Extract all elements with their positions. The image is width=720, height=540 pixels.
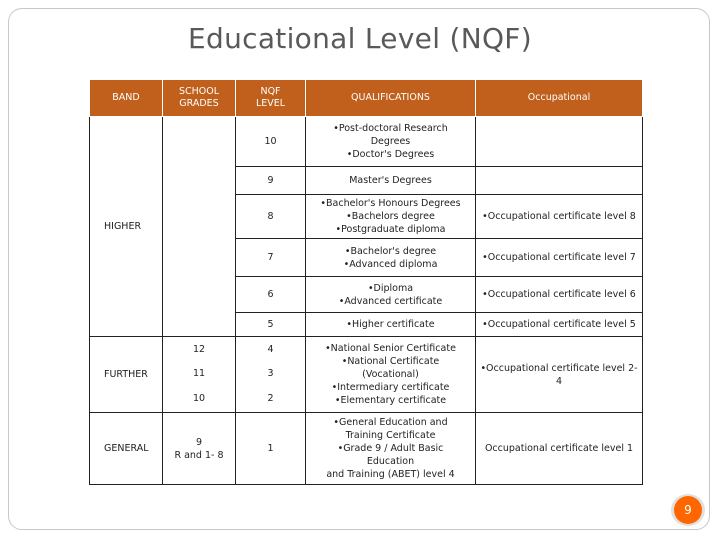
- nqf-level-cell: 7: [236, 239, 306, 277]
- qualification-cell: [306, 277, 476, 313]
- occupational-cell: [476, 117, 643, 167]
- page-number: 9: [674, 496, 702, 524]
- qualification-cell: [306, 413, 476, 485]
- qualification-cell: [306, 167, 476, 195]
- qualification-line: •Bachelor's Honours Degrees: [320, 198, 461, 209]
- table-row: [90, 337, 643, 362]
- qualification-line: •Bachelors degree: [346, 211, 435, 222]
- header-nqf-line2: LEVEL: [255, 98, 286, 109]
- table-row: [90, 117, 643, 167]
- qualification-cell: [306, 337, 476, 413]
- header-school-grades: [163, 80, 236, 117]
- header-band: BAND: [90, 80, 163, 117]
- qualification-line: •Advanced certificate: [338, 295, 443, 307]
- page-title: Educational Level (NQF): [188, 22, 532, 55]
- qualification-line: •Elementary certificate: [334, 395, 447, 406]
- occupational-cell: •Occupational certificate level 5: [476, 313, 643, 337]
- nqf-level-cell: 8: [236, 195, 306, 239]
- table-header-row: [90, 80, 643, 117]
- nqf-table: [89, 80, 643, 485]
- qualification-cell: [306, 239, 476, 277]
- qualification-line: Education: [366, 456, 415, 467]
- school-grade-cell: 12: [163, 337, 236, 362]
- header-qualifications: QUALIFICATIONS: [306, 80, 476, 117]
- nqf-level-cell: 4: [236, 337, 306, 362]
- school-grade-cell: 11: [163, 362, 236, 386]
- header-school-grades-line1: SCHOOL: [178, 86, 220, 97]
- qualification-line: •Postgraduate diploma: [335, 224, 446, 235]
- nqf-level-cell: 1: [236, 413, 306, 485]
- table-row: [90, 413, 643, 485]
- qualification-cell: [306, 117, 476, 167]
- qualification-line: •Doctor's Degrees: [346, 149, 435, 160]
- qualification-cell: [306, 313, 476, 337]
- qualification-line: •Bachelor's degree: [344, 245, 437, 257]
- header-school-grades-line2: GRADES: [179, 98, 219, 109]
- occupational-cell: •Occupational certificate level 7: [476, 239, 643, 277]
- page-number-badge: [671, 494, 705, 526]
- band-general: GENERAL: [90, 413, 163, 485]
- qualification-line: •Diploma: [367, 282, 414, 294]
- occupational-cell: [476, 167, 643, 195]
- nqf-level-cell: 6: [236, 277, 306, 313]
- qualification-line: •Intermediary certificate: [331, 382, 450, 393]
- nqf-level-cell: 9: [236, 167, 306, 195]
- nqf-level-cell: 3: [236, 362, 306, 386]
- occupational-cell: Occupational certificate level 1: [476, 413, 643, 485]
- occupational-cell: •Occupational certificate level 2-4: [476, 337, 643, 413]
- header-occupational: Occupational: [476, 80, 643, 117]
- qualification-line: Training Certificate: [345, 430, 436, 441]
- qualification-line: •General Education and: [333, 417, 448, 428]
- qualification-line: •National Certificate: [341, 356, 440, 367]
- school-grade-line: R and 1- 8: [174, 449, 224, 461]
- school-grade-cell: 10: [163, 386, 236, 413]
- school-grade-line: 9: [195, 436, 203, 448]
- qualification-line: Master's Degrees: [349, 175, 432, 186]
- occupational-cell: •Occupational certificate level 6: [476, 277, 643, 313]
- qualification-line: and Training (ABET) level 4: [326, 469, 455, 480]
- grades-empty-higher: [163, 117, 236, 337]
- band-further: FURTHER: [90, 337, 163, 413]
- nqf-level-cell: 5: [236, 313, 306, 337]
- qualification-line: •Advanced diploma: [343, 258, 438, 270]
- qualification-line: •Grade 9 / Adult Basic: [337, 443, 444, 454]
- qualification-line: •Higher certificate: [346, 319, 435, 330]
- qualification-line: •Post-doctoral Research: [333, 123, 448, 134]
- qualification-cell: [306, 195, 476, 239]
- band-higher: HIGHER: [90, 117, 163, 337]
- nqf-level-cell: 10: [236, 117, 306, 167]
- nqf-level-cell: 2: [236, 386, 306, 413]
- header-nqf-level: [236, 80, 306, 117]
- qualification-line: Degrees: [370, 136, 411, 147]
- qualification-line: (Vocational): [362, 369, 419, 380]
- school-grade-cell: [163, 413, 236, 485]
- header-nqf-line1: NQF: [260, 86, 281, 97]
- qualification-line: •National Senior Certificate: [325, 343, 456, 354]
- occupational-cell: •Occupational certificate level 8: [476, 195, 643, 239]
